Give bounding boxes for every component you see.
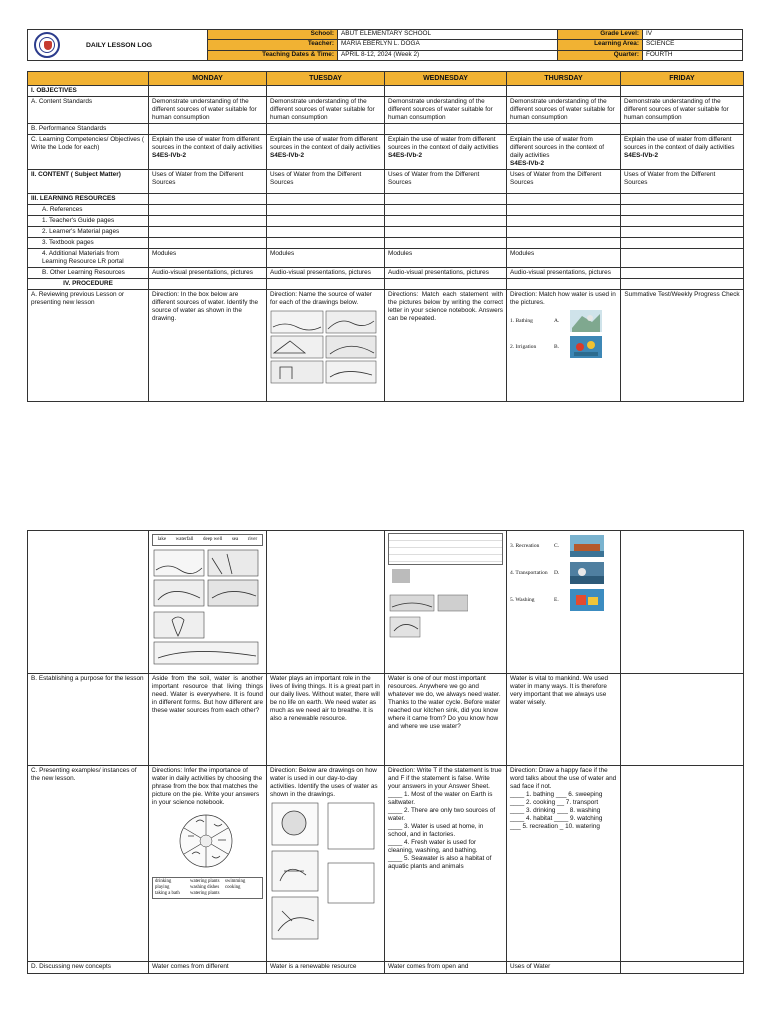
discussing-wed: Water comes from open and [385,962,507,974]
content-standards-label: A. Content Standards [28,97,149,124]
competency-fri: Explain the use of water from different sources in the context of daily activities [624,136,735,151]
thu-match-item-4: 4. Transportation D. [510,562,617,584]
tg-row [28,216,744,227]
area-value: SCIENCE [646,40,675,48]
teacher-label: Teacher: [208,40,338,49]
content-standard-fri: Demonstrate understanding of the different sources of water suitable for human consumption [621,97,744,124]
water-sources-sketches [152,548,260,666]
review-fri: Summative Test/Weekly Progress Check [621,290,744,402]
competency-code-tue: S4ES-IVb-2 [270,152,305,159]
washing-photo [570,589,604,611]
face-item-4: ____ 4. habitat ____ 9. watching [510,815,603,822]
grade-label: Grade Level: [558,30,643,39]
review-thu: Direction: Match how water is used in the pictures. [510,291,616,306]
tf-item-2: ____ 2. There are only two sources of water. [388,807,496,822]
other-resources-thu: Audio-visual presentations, pictures [507,268,621,279]
content-row [28,170,744,194]
content-standard-thu: Demonstrate understanding of the different sources of water suitable for human consumption [507,97,621,124]
modules-thu: Modules [507,249,621,268]
other-resources-row [28,268,744,279]
log-title: DAILY LESSON LOG [86,41,153,49]
references-row [28,205,744,216]
examples-row [28,766,744,962]
discussing-thu: Uses of Water [507,962,621,974]
content-standard-mon: Demonstrate understanding of the different sources of water suitable for human consumption [149,97,267,124]
thu-match-item-1: 1. Bathing A. [510,310,617,332]
lesson-table-page-1 [27,71,744,402]
learning-resources-row [28,194,744,205]
school-label: School: [208,30,338,39]
tg-label: 1. Teacher's Guide pages [28,216,149,227]
quarter-label: Quarter: [558,51,643,60]
competency-code-thu: S4ES-IVb-2 [510,160,545,167]
discussing-label: D. Discussing new concepts [28,962,149,974]
purpose-wed: Water is one of our most important resources. Anywhere we go and whatever we do, we always need water. Thanks to the water cycle. Before water reached our kitchen sink, did you know where it came from? Do you know how and where we use water? [385,674,507,766]
additional-materials-row [28,249,744,268]
review-mon: Direction: In the box below are different sources of water. Identify the source of water as shown in the drawing. [149,290,267,402]
procedure-row [28,279,744,290]
purpose-mon: Aside from the soil, water is another important resource that living things need. Water is everywhere. It is found in different forms. But how different are these water sources from each other? [149,674,267,766]
purpose-row [28,674,744,766]
examples-label: C. Presenting examples/ instances of the new lesson. [28,766,149,962]
competency-code-fri: S4ES-IVb-2 [624,152,659,159]
review-label: A. Reviewing previous Lesson or presenting new lesson [28,290,149,402]
face-item-1: ____ 1. bathing ___ 6. sweeping [510,791,603,798]
performance-standards-label: B. Performance Standards [28,124,149,135]
tf-item-4: ____ 4. Fresh water is used for cleaning, washing, and bathing. [388,839,478,854]
competencies-label: C. Learning Competencies/ Objectives ( Write the Lode for each) [28,135,149,170]
examples-mon: Directions: Infer the importance of water in daily activities by choosing the phrase from the box that matches the picture on the pie. Write your answers in your science notebook. [152,767,263,806]
subject-matter-wed: Uses of Water from the Different Sources [385,170,507,194]
review-wed: Directions: Match each statement with the pictures below by writing the correct letter in your science notebook. Answers can be repeated. [385,290,507,402]
teacher-value: MARIA EBERLYN L. DOGA [341,40,420,48]
grade-value: IV [646,30,653,37]
modules-mon: Modules [149,249,267,268]
recreation-photo [570,535,604,557]
deped-seal-icon [34,32,60,58]
day-header-row [28,72,744,86]
header-school-info [208,30,558,60]
performance-standards-row [28,124,744,135]
subject-matter-fri: Uses of Water from the Different Sources [621,170,744,194]
other-resources-mon: Audio-visual presentations, pictures [149,268,267,279]
subject-matter-thu: Uses of Water from the Different Sources [507,170,621,194]
word-box: lake waterfall deep well sea river [152,534,263,546]
content-standards-row [28,97,744,124]
dates-label: Teaching Dates & Time: [208,51,338,60]
objectives-row [28,86,744,97]
tf-item-1: ____ 1. Most of the water on Earth is saltwater. [388,791,493,806]
lm-row [28,227,744,238]
logo-cell [28,30,208,60]
thu-match-item-3: 3. Recreation C. [510,535,617,557]
header-class-info [558,30,742,60]
face-item-3: ____ 3. drinking ___ 8. washing [510,807,601,814]
pie-activities-diagram [156,810,256,872]
purpose-label: B. Establishing a purpose for the lesson [28,674,149,766]
thu-match-item-5: 5. Washing E. [510,589,617,611]
learning-resources-label: III. LEARNING RESOURCES [28,194,149,205]
examples-thu-intro: Direction: Draw a happy face if the word talks about the use of water and sad face if not. [510,767,617,790]
tf-item-5: ____ 5. Seawater is also a habitat of aquatic plants and animals [388,855,492,870]
competency-mon: Explain the use of water from different sources in the context of daily activities [152,136,263,151]
references-label: A. References [28,205,149,216]
content-label: II. CONTENT ( Subject Matter) [28,170,149,194]
pie-phrase-box: drinking watering plants swimming playing washing dishes cooking taking a bath watering plants [152,877,263,899]
review-row [28,290,744,402]
thu-match-item-2: 2. Irrigation B. [510,336,617,358]
statement-box [388,533,503,565]
textbook-label: 3. Textbook pages [28,238,149,249]
dates-value: APRIL 8-12, 2024 (Week 2) [341,50,420,58]
tf-item-3: ____ 3. Water is used at home, in school, and in factories. [388,823,484,838]
discussing-tue: Water is a renewable resource [267,962,385,974]
bathing-photo [570,310,602,332]
content-standard-wed: Demonstrate understanding of the different sources of water suitable for human consumption [385,97,507,124]
lesson-log-header [27,29,743,61]
subject-matter-tue: Uses of Water from the Different Sources [267,170,385,194]
school-value: ABUT ELEMENTARY SCHOOL [341,30,432,37]
additional-materials-label: 4. Additional Materials from Learning Resource LR portal [28,249,149,268]
water-source-drawings [270,309,378,385]
modules-wed: Modules [385,249,507,268]
competency-code-wed: S4ES-IVb-2 [388,152,423,159]
review-tue: Direction: Name the source of water for each of the drawings below. [270,291,372,306]
other-resources-tue: Audio-visual presentations, pictures [267,268,385,279]
modules-tue: Modules [267,249,385,268]
discussing-mon: Water comes from different [149,962,267,974]
other-resources-label: B. Other Learning Resources [28,268,149,279]
day-tuesday: TUESDAY [267,72,385,86]
competency-thu: Explain the use of water from different sources in the context of daily activities [510,136,605,159]
content-standard-tue: Demonstrate understanding of the different sources of water suitable for human consumption [267,97,385,124]
irrigation-photo [570,336,602,358]
day-monday: MONDAY [149,72,267,86]
subject-matter-mon: Uses of Water from the Different Sources [149,170,267,194]
textbook-row [28,238,744,249]
purpose-tue: Water plays an important role in the lives of living things. It is a great part in our daily lives. Without water, there will be no life on earth. We need water as much as we need air to breathe. It is also a renewable resource. [267,674,385,766]
transportation-photo [570,562,604,584]
objectives-label: I. OBJECTIVES [28,86,149,97]
other-resources-wed: Audio-visual presentations, pictures [385,268,507,279]
competencies-row [28,135,744,170]
water-uses-drawings [270,801,378,941]
examples-tue: Direction: Below are drawings on how water is used in our day-to-day activities. Identify the uses of water as shown in the drawings. [270,767,378,798]
day-wednesday: WEDNESDAY [385,72,507,86]
purpose-thu: Water is vital to mankind. We used water in many ways. It is therefore very important that we always use water wisely. [507,674,621,766]
procedure-label: IV. PROCEDURE [28,279,149,290]
day-thursday: THURSDAY [507,72,621,86]
water-bodies-pictures [388,565,468,639]
face-item-5: ___ 5. recreation _ 10. watering [510,823,600,830]
examples-wed-intro: Direction: Write T if the statement is true and F if the statement is false. Write your answers in your Answer Sheet. [388,767,502,790]
corner-cell [28,72,149,86]
area-label: Learning Area: [558,40,643,49]
day-friday: FRIDAY [621,72,744,86]
discussing-row [28,962,744,974]
quarter-value: FOURTH [646,50,673,58]
face-item-2: ____ 2. cooking __ 7. transport [510,799,599,806]
competency-tue: Explain the use of water from different sources in the context of daily activities [270,136,381,151]
lesson-table-page-2 [27,530,744,974]
competency-code-mon: S4ES-IVb-2 [152,152,187,159]
lm-label: 2. Learner's Material pages [28,227,149,238]
review-continued-row [28,531,744,674]
competency-wed: Explain the use of water from different sources in the context of daily activities [388,136,499,151]
